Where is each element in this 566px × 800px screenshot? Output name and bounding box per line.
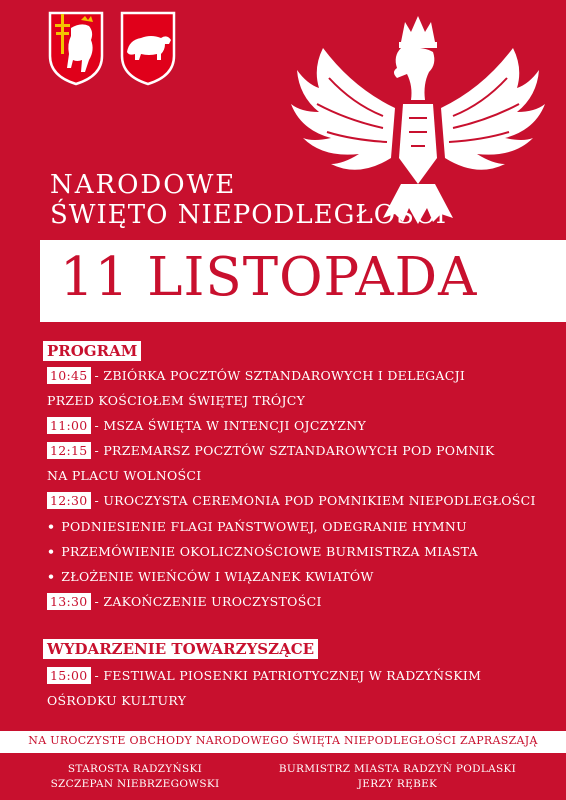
signature-burmistrz	[275, 762, 520, 792]
signature-starosta	[50, 762, 220, 792]
program-bullet-line: • PODNIESIENIE FLAGI PAŃSTWOWEJ, ODEGRANIE HYMNU	[47, 519, 467, 534]
invitation-text: NA UROCZYSTE OBCHODY NARODOWEGO ŚWIĘTA NIEPODLEGŁOŚCI ZAPRASZAJĄ	[28, 734, 538, 747]
title-line-1: NARODOWE	[50, 170, 237, 200]
time-badge: 10:45	[47, 367, 91, 384]
city-bear-coat-of-arms-icon	[119, 10, 177, 86]
program-bullet-line: • PRZEMÓWIENIE OKOLICZNOŚCIOWE BURMISTRZA MIASTA	[47, 544, 478, 559]
white-eagle-emblem-icon	[283, 8, 553, 228]
side-event-line: 15:00 - FESTIWAL PIOSENKI PATRIOTYCZNEJ W RADZYŃSKIM	[47, 667, 481, 684]
event-date: 11 LISTOPADA	[60, 247, 478, 308]
program-line: 12:30 - UROCZYSTA CEREMONIA POD POMNIKIEM NIEPODLEGŁOŚCI	[47, 492, 536, 509]
side-event-line: OŚRODKU KULTURY	[47, 693, 187, 708]
program-line: NA PLACU WOLNOŚCI	[47, 468, 202, 483]
time-badge: 13:30	[47, 593, 91, 610]
program-line: 12:15 - PRZEMARSZ POCZTÓW SZTANDAROWYCH POD POMNIK	[47, 442, 495, 459]
program-line: PRZED KOŚCIOŁEM ŚWIĘTEJ TRÓJCY	[47, 393, 306, 408]
time-badge: 15:00	[47, 667, 91, 684]
program-bullet-line: • ZŁOŻENIE WIEŃCÓW I WIĄZANEK KWIATÓW	[47, 569, 374, 584]
program-line: 10:45 - ZBIÓRKA POCZTÓW SZTANDAROWYCH I DELEGACJI	[47, 367, 465, 384]
signatory-name: SZCZEPAN NIEBRZEGOWSKI	[50, 778, 220, 790]
bullet-icon: •	[47, 569, 56, 584]
time-badge: 11:00	[47, 417, 91, 434]
county-coat-of-arms-icon	[47, 10, 105, 86]
signatory-title: BURMISTRZ MIASTA RADZYŃ PODLASKI	[278, 763, 517, 775]
bullet-icon: •	[47, 544, 56, 559]
title-line-2: ŚWIĘTO NIEPODLEGŁOŚCI	[50, 200, 448, 230]
signatory-title: STAROSTA RADZYŃSKI	[67, 763, 203, 775]
signatory-name: JERZY RĘBEK	[357, 778, 438, 790]
program-line: 13:30 - ZAKOŃCZENIE UROCZYSTOŚCI	[47, 593, 322, 610]
time-badge: 12:15	[47, 442, 91, 459]
program-heading: PROGRAM	[43, 341, 141, 361]
time-badge: 12:30	[47, 492, 91, 509]
program-line: 11:00 - MSZA ŚWIĘTA W INTENCJI OJCZYZNY	[47, 417, 366, 434]
bullet-icon: •	[47, 519, 56, 534]
side-event-heading: WYDARZENIE TOWARZYSZĄCE	[43, 639, 318, 659]
